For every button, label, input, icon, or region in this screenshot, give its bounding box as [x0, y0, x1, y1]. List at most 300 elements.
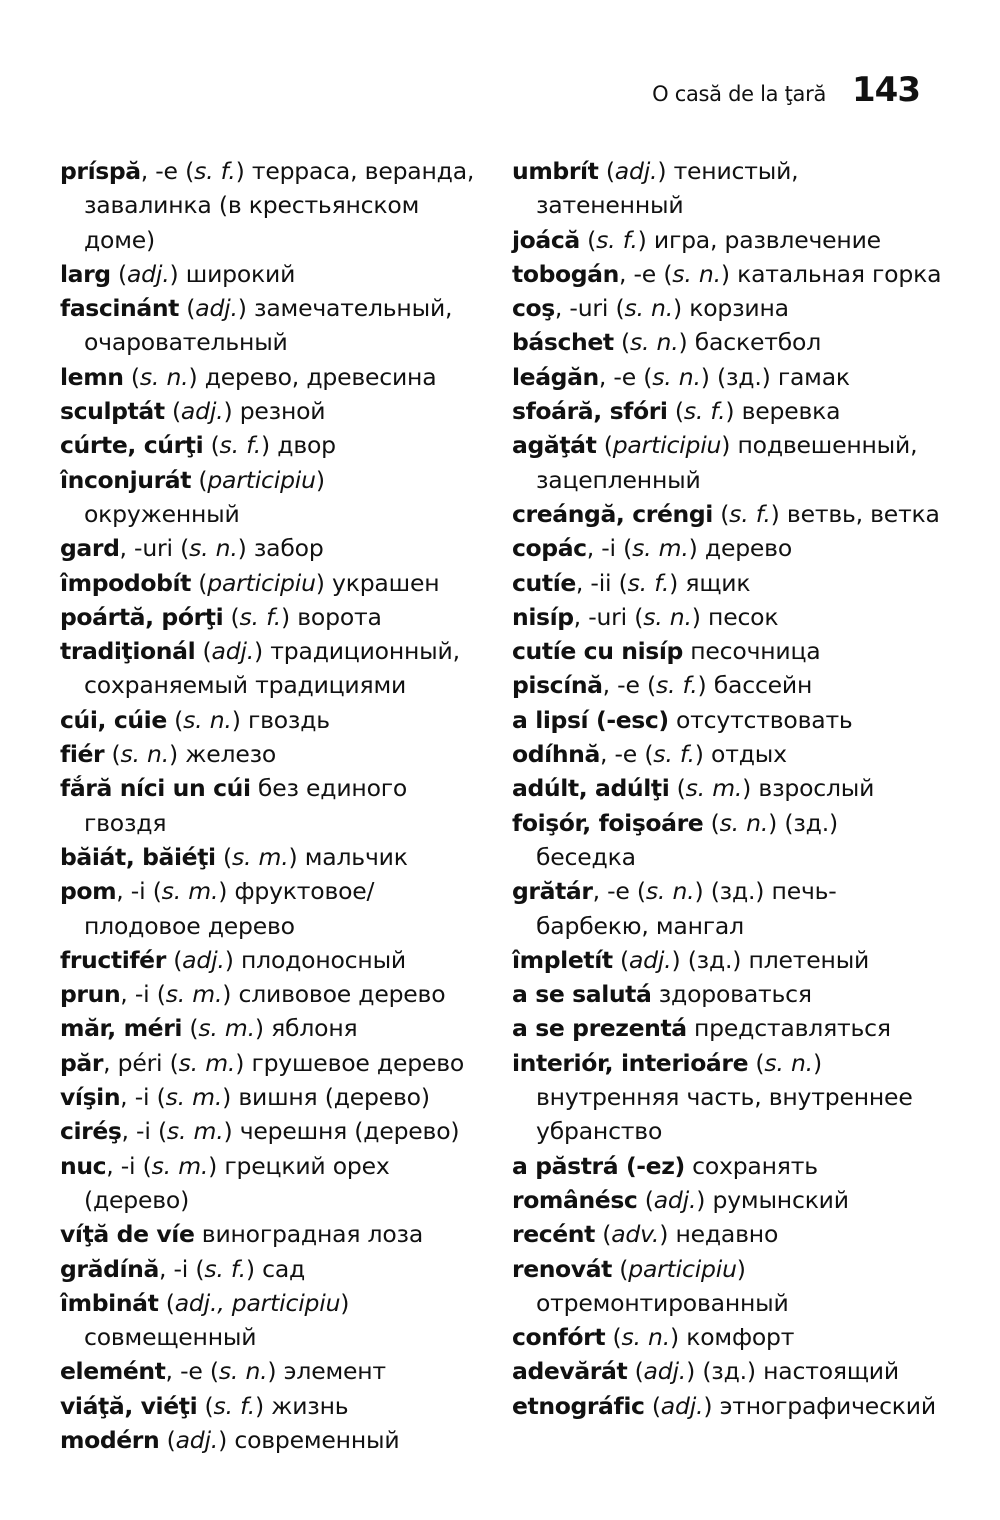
entry-grammar-label: participiu [207, 465, 316, 494]
dictionary-entry [512, 325, 942, 359]
entry-grammar: (s. f.) [644, 740, 704, 769]
entry-grammar: (s. f.) [720, 499, 780, 528]
entry-grammar: (participiu) [603, 431, 731, 460]
dictionary-entry [512, 737, 942, 771]
dictionary-entry [60, 874, 478, 943]
entry-grammar-label: s. n. [629, 328, 679, 357]
entry-translation: железо [185, 740, 277, 769]
entry-grammar-label: s. f. [729, 499, 771, 528]
dictionary-entry [60, 428, 478, 462]
dictionary-entry [512, 394, 942, 428]
entry-headword: poártă, pórţi [60, 602, 224, 631]
entry-translation: корзина [689, 294, 789, 323]
dictionary-entry [512, 1217, 942, 1251]
entry-grammar: (s. m.) [623, 534, 698, 563]
entry-grammar: (s. m.) [152, 877, 228, 906]
entry-plural: , -i [106, 1151, 136, 1180]
entry-grammar-label: s. m. [685, 774, 743, 803]
entry-grammar-label: s. n. [645, 877, 695, 906]
dictionary-entry [60, 394, 478, 428]
entry-grammar: (s. n.) [755, 1048, 822, 1077]
entry-headword: băiát, băiéţi [60, 842, 216, 871]
entry-grammar: (s. f.) [674, 397, 735, 426]
entry-grammar: (s. f.) [210, 431, 271, 460]
entry-grammar: (adj.) [619, 945, 681, 974]
entry-translation: игра, развлечение [653, 225, 881, 254]
dictionary-entry [512, 257, 942, 291]
entry-headword: copác [512, 534, 587, 563]
dictionary-entry [512, 943, 942, 977]
entry-translation: окруженный [84, 499, 240, 528]
entry-translation: черешня (дерево) [239, 1117, 460, 1146]
entry-translation: грушевое дерево [251, 1048, 465, 1077]
entry-headword: fascinánt [60, 294, 180, 323]
entry-grammar: (adj.) [173, 945, 234, 974]
entry-grammar: (participiu) [198, 465, 325, 494]
entry-grammar-label: s. n. [139, 362, 189, 391]
entry-grammar: (adv.) [602, 1220, 669, 1249]
entry-grammar-label: adj. [195, 294, 238, 323]
entry-grammar-label: s. f. [653, 740, 695, 769]
entry-headword: creángă, créngi [512, 499, 713, 528]
entry-translation: (зд.) настоящий [702, 1357, 899, 1386]
entry-translation: (зд.) плетеный [687, 945, 870, 974]
entry-headword: măr, méri [60, 1014, 183, 1043]
entry-translation: гвоздь [247, 705, 330, 734]
dictionary-entry [60, 634, 478, 703]
entry-grammar-label: adj. [653, 1185, 697, 1214]
entry-translation: замечательный, очаровательный [84, 294, 453, 357]
entry-plural: , -uri [554, 294, 609, 323]
dictionary-entry [512, 668, 942, 702]
dictionary-entry [512, 291, 942, 325]
dictionary-entry [60, 840, 478, 874]
entry-headword: prun [60, 980, 121, 1009]
entry-headword: cutíe cu nisíp [512, 637, 683, 666]
entry-translation: мальчик [304, 842, 408, 871]
entry-grammar: (s. m.) [156, 980, 232, 1009]
entry-grammar: (s. f.) [195, 1254, 255, 1283]
dictionary-entry [60, 1046, 478, 1080]
entry-grammar: (s. n.) [620, 328, 688, 357]
entry-headword: príspă [60, 157, 141, 185]
entry-translation: сливовое дерево [238, 980, 446, 1009]
entry-plural: , -i [586, 534, 616, 563]
entry-translation: внутренняя часть, внутреннее убранство [536, 1083, 913, 1146]
entry-headword: recént [512, 1220, 595, 1249]
entry-translation: ворота [297, 602, 382, 631]
entry-headword: cutíe [512, 568, 576, 597]
dictionary-entry [512, 1389, 942, 1423]
dictionary-entry [512, 1149, 942, 1183]
entry-grammar: (s. f.) [185, 157, 245, 185]
dictionary-entry [60, 154, 478, 257]
dictionary-entry [512, 1011, 942, 1045]
entry-translation: совмещенный [84, 1323, 257, 1352]
page-number: 143 [852, 70, 920, 110]
entry-headword: coş [512, 294, 555, 323]
entry-headword: gard [60, 534, 120, 563]
entry-grammar-label: s. f. [219, 431, 262, 460]
dictionary-entry [60, 1114, 478, 1148]
entry-grammar: (s. n.) [174, 705, 241, 734]
entry-grammar: (s. m.) [142, 1151, 218, 1180]
entry-grammar: (adj.) [166, 1425, 228, 1454]
entry-translation: плодоносный [240, 945, 406, 974]
entry-translation: ящик [685, 568, 751, 597]
dictionary-entry [60, 1354, 478, 1388]
entry-grammar-label: participiu [612, 431, 722, 460]
dictionary-entry [512, 566, 942, 600]
entry-grammar-label: s. f. [239, 602, 282, 631]
entry-translation: недавно [675, 1220, 779, 1249]
entry-grammar-label: s. n. [621, 1323, 671, 1352]
entry-grammar-label: s. m. [161, 877, 219, 906]
entry-translation: виноградная лоза [201, 1220, 424, 1249]
entry-headword: sfoáră, sfóri [512, 397, 668, 426]
entry-grammar: (adj.) [651, 1391, 713, 1420]
entry-grammar-label: s. f. [596, 225, 638, 254]
entry-headword: confórt [512, 1323, 606, 1352]
entry-headword: tradiţionál [60, 637, 196, 666]
entry-headword: elemént [60, 1357, 166, 1386]
entry-headword: nuc [60, 1151, 107, 1180]
entry-grammar: (adj.) [634, 1357, 696, 1386]
entry-grammar: (s. f.) [204, 1391, 264, 1420]
entry-grammar-label: adv. [611, 1220, 660, 1249]
entry-grammar: (s. n.) [209, 1357, 277, 1386]
entry-grammar-label: s. m. [198, 1014, 255, 1043]
entry-grammar: (adj.) [118, 259, 179, 288]
entry-translation: широкий [185, 259, 296, 288]
dictionary-entry [60, 257, 478, 291]
dictionary-entry [512, 600, 942, 634]
entry-grammar-label: s. n. [120, 740, 170, 769]
entry-grammar-label: s. m. [632, 534, 689, 563]
dictionary-entry [60, 977, 478, 1011]
entry-grammar: (participiu) [619, 1254, 746, 1283]
entry-grammar-label: adj., participiu [174, 1288, 341, 1317]
entry-headword: interiór, interioáre [512, 1048, 749, 1077]
entry-headword: cúi, cúie [60, 705, 167, 734]
entry-translation: дерево [704, 534, 792, 563]
entry-translation: яблоня [271, 1014, 358, 1043]
entry-plural: , -e [602, 671, 640, 700]
dictionary-entry [512, 1252, 942, 1321]
entry-plural: , -e [165, 1357, 203, 1386]
entry-headword: îmbinát [60, 1288, 159, 1317]
entry-headword: umbrít [512, 157, 599, 185]
entry-grammar-label: adj. [180, 397, 224, 426]
entry-grammar-label: adj. [628, 945, 672, 974]
dictionary-entry [60, 1423, 478, 1457]
entry-grammar: (adj., participiu) [165, 1288, 350, 1317]
entry-grammar: (adj.) [644, 1185, 706, 1214]
entry-grammar: (s. n.) [634, 602, 701, 631]
entry-headword: românésc [512, 1185, 638, 1214]
dictionary-entry [512, 977, 942, 1011]
dictionary-entry [60, 463, 478, 532]
entry-translation: румынский [712, 1185, 849, 1214]
entry-grammar: (s. n.) [710, 808, 778, 837]
entry-translation: отремонтированный [536, 1288, 789, 1317]
entry-translation: жизнь [271, 1391, 349, 1420]
entry-grammar: (s. n.) [130, 362, 198, 391]
entry-grammar-label: s. m. [165, 1083, 223, 1112]
dictionary-entry [60, 737, 478, 771]
entry-plural: , -e [592, 877, 630, 906]
dictionary-entry [512, 360, 942, 394]
entry-plural: , -e [140, 157, 178, 185]
entry-translation: современный [234, 1425, 400, 1454]
entry-grammar: (s. n.) [111, 740, 178, 769]
entry-plural: , -e [598, 362, 636, 391]
entry-plural: , -e [599, 740, 638, 769]
entry-headword: împletít [512, 945, 613, 974]
entry-headword: ciréş [60, 1117, 122, 1146]
dictionary-entry [60, 1389, 478, 1423]
entry-headword: joácă [512, 225, 580, 254]
dictionary-entry [60, 1252, 478, 1286]
entry-translation: фруктовое/плодовое дерево [84, 877, 375, 940]
entry-headword: adevărát [512, 1357, 628, 1386]
entry-translation: без единого гвоздя [84, 774, 408, 837]
entry-plural: , -i [120, 980, 150, 1009]
entry-grammar-label: s. m. [178, 1048, 236, 1077]
dictionary-entry [60, 1011, 478, 1045]
entry-grammar: (s. m.) [156, 1083, 232, 1112]
entry-grammar-label: s. f. [627, 568, 670, 597]
entry-grammar: (adj.) [605, 157, 667, 185]
entry-grammar-label: adj. [175, 1425, 219, 1454]
entry-headword: viáţă, viéţi [60, 1391, 198, 1420]
entry-grammar-label: s. f. [213, 1391, 255, 1420]
dictionary-entry [60, 1286, 478, 1355]
dictionary-entry [512, 771, 942, 805]
dictionary-entry [512, 634, 942, 668]
entry-headword: lemn [60, 362, 124, 391]
entry-grammar: (s. m.) [676, 774, 752, 803]
entry-grammar-label: adj. [660, 1391, 704, 1420]
entry-headword: sculptát [60, 397, 165, 426]
entry-translation: отсутствовать [675, 705, 853, 734]
entry-grammar-label: s. n. [624, 294, 673, 323]
entry-grammar: (s. n.) [612, 1323, 679, 1352]
dictionary-entry [60, 1217, 478, 1251]
entry-grammar: (s. n.) [615, 294, 682, 323]
dictionary-entry [60, 703, 478, 737]
entry-translation: тенистый, затененный [536, 157, 799, 220]
entry-headword: etnográfic [512, 1391, 645, 1420]
entry-translation: (зд.) беседка [536, 808, 838, 871]
dictionary-entry [512, 1320, 942, 1354]
entry-plural: , -i [116, 877, 146, 906]
dictionary-entry [60, 360, 478, 394]
entry-headword: a se salutá [512, 980, 652, 1009]
entry-translation: терраса, веранда, завалинка (в крестьянском доме) [84, 157, 475, 254]
dictionary-entry [512, 531, 942, 565]
entry-headword: víşin [60, 1083, 121, 1112]
entry-grammar-label: s. f. [194, 157, 236, 185]
dictionary-entry [60, 291, 478, 360]
entry-translation: комфорт [686, 1323, 795, 1352]
entry-grammar: (participiu) [198, 568, 325, 597]
dictionary-entry [512, 497, 942, 531]
entry-translation: бассейн [713, 671, 813, 700]
entry-translation: двор [277, 431, 336, 460]
entry-headword: grădínă [60, 1254, 159, 1283]
entry-grammar: (s. n.) [663, 259, 730, 288]
entry-translation: баскетбол [694, 328, 822, 357]
entry-translation: этнографический [719, 1391, 936, 1420]
dictionary-entry [512, 1046, 942, 1149]
dictionary-entry [512, 154, 942, 223]
left-column [60, 154, 478, 1457]
entry-headword: fructifér [60, 945, 166, 974]
entry-grammar-label: adj. [126, 259, 170, 288]
entry-grammar-label: s. m. [231, 842, 289, 871]
entry-headword: adúlt, adúlţi [512, 774, 670, 803]
entry-plural: , -i [120, 1083, 150, 1112]
dictionary-entry [512, 806, 942, 875]
dictionary-entry [60, 600, 478, 634]
entry-headword: piscínă [512, 671, 603, 700]
dictionary-entry [60, 771, 478, 840]
entry-headword: împodobít [60, 568, 191, 597]
dictionary-entry [60, 531, 478, 565]
entry-grammar-label: s. n. [652, 362, 701, 391]
entry-translation: представляться [694, 1014, 891, 1043]
entry-translation: элемент [283, 1357, 386, 1386]
entry-translation: сохранять [692, 1151, 818, 1180]
entry-headword: păr [60, 1048, 104, 1077]
dictionary-entry [512, 703, 942, 737]
dictionary-entry [60, 566, 478, 600]
entry-grammar: (adj.) [202, 637, 263, 666]
entry-grammar: (s. m.) [189, 1014, 264, 1043]
entry-headword: nisíp [512, 602, 574, 631]
entry-headword: modérn [60, 1425, 160, 1454]
entry-headword: larg [60, 259, 111, 288]
entry-grammar: (s. f.) [618, 568, 679, 597]
entry-grammar-label: participiu [628, 1254, 737, 1283]
entry-grammar: (s. f.) [647, 671, 707, 700]
entry-plural: , péri [103, 1048, 163, 1077]
entry-plural: , -uri [573, 602, 627, 631]
entry-grammar-label: s. n. [719, 808, 769, 837]
entry-headword: a se prezentá [512, 1014, 687, 1043]
entry-translation: (зд.) печь-барбекю, мангал [536, 877, 837, 940]
entry-grammar-label: s. f. [204, 1254, 246, 1283]
entry-grammar: (s. f.) [230, 602, 290, 631]
entry-translation: подвешенный, зацепленный [536, 431, 918, 494]
right-column [512, 154, 942, 1423]
entry-grammar-label: s. m. [151, 1151, 209, 1180]
entry-translation: взрослый [758, 774, 875, 803]
entry-headword: leágăn [512, 362, 599, 391]
entry-grammar: (s. m.) [169, 1048, 245, 1077]
dictionary-entry [512, 874, 942, 943]
entry-grammar-label: s. n. [764, 1048, 813, 1077]
entry-translation: ветвь, ветка [786, 499, 940, 528]
entry-grammar-label: adj. [643, 1357, 687, 1386]
running-title: O casă de la ţară [652, 82, 827, 106]
entry-grammar-label: s. m. [166, 1117, 224, 1146]
dictionary-entry [512, 1183, 942, 1217]
entry-plural: , -i [121, 1117, 151, 1146]
entry-plural: , -ii [575, 568, 612, 597]
entry-headword: fiér [60, 740, 105, 769]
entry-translation: сад [262, 1254, 306, 1283]
entry-grammar: (adj.) [171, 397, 233, 426]
entry-translation: здороваться [658, 980, 812, 1009]
entry-grammar-label: s. f. [683, 397, 726, 426]
entry-headword: a păstrá (-ez) [512, 1151, 685, 1180]
dictionary-entry [60, 1080, 478, 1114]
entry-headword: renovát [512, 1254, 613, 1283]
entry-grammar: (s. n.) [180, 534, 247, 563]
entry-grammar: (adj.) [186, 294, 247, 323]
dictionary-entry [60, 1149, 478, 1218]
entry-headword: cúrte, cúrţi [60, 431, 204, 460]
entry-headword: înconjurát [60, 465, 192, 494]
dictionary-entry [512, 223, 942, 257]
entry-translation: (зд.) гамак [717, 362, 850, 391]
entry-translation: резной [239, 397, 326, 426]
entry-grammar: (s. n.) [643, 362, 710, 391]
entry-plural: , -i [158, 1254, 189, 1283]
entry-grammar-label: adj. [182, 945, 225, 974]
entry-grammar-label: adj. [614, 157, 658, 185]
entry-headword: odíhnă [512, 740, 600, 769]
entry-headword: báschet [512, 328, 614, 357]
entry-headword: agăţát [512, 431, 597, 460]
entry-headword: tobogán [512, 259, 619, 288]
entry-headword: grătár [512, 877, 593, 906]
entry-translation: веревка [741, 397, 841, 426]
entry-grammar-label: s. n. [643, 602, 692, 631]
entry-translation: забор [253, 534, 324, 563]
entry-translation: грецкий орех (дерево) [84, 1151, 390, 1214]
entry-plural: , -e [618, 259, 657, 288]
entry-translation: вишня (дерево) [238, 1083, 430, 1112]
running-head [652, 70, 920, 110]
entry-headword: a lipsí (-esc) [512, 705, 669, 734]
entry-grammar: (s. n.) [636, 877, 704, 906]
entry-grammar-label: participiu [207, 568, 316, 597]
entry-headword: fắră níci un cúi [60, 774, 251, 803]
entry-grammar: (s. m.) [222, 842, 298, 871]
entry-translation: катальная горка [737, 259, 942, 288]
entry-grammar-label: s. n. [183, 705, 232, 734]
entry-headword: pom [60, 877, 117, 906]
entry-grammar-label: s. n. [218, 1357, 268, 1386]
entry-grammar-label: adj. [211, 637, 255, 666]
entry-headword: foişór, foişoáre [512, 808, 704, 837]
entry-translation: украшен [332, 568, 440, 597]
entry-headword: víţă de víe [60, 1220, 195, 1249]
entry-grammar-label: s. m. [165, 980, 223, 1009]
dictionary-entry [512, 1354, 942, 1388]
entry-translation: отдых [711, 740, 787, 769]
entry-translation: традиционный, сохраняемый традициями [84, 637, 460, 700]
entry-grammar: (s. m.) [157, 1117, 233, 1146]
entry-translation: песок [708, 602, 779, 631]
entry-grammar-label: s. n. [189, 534, 238, 563]
entry-plural: , -uri [119, 534, 173, 563]
entry-grammar-label: s. f. [655, 671, 698, 700]
entry-translation: дерево, древесина [204, 362, 437, 391]
